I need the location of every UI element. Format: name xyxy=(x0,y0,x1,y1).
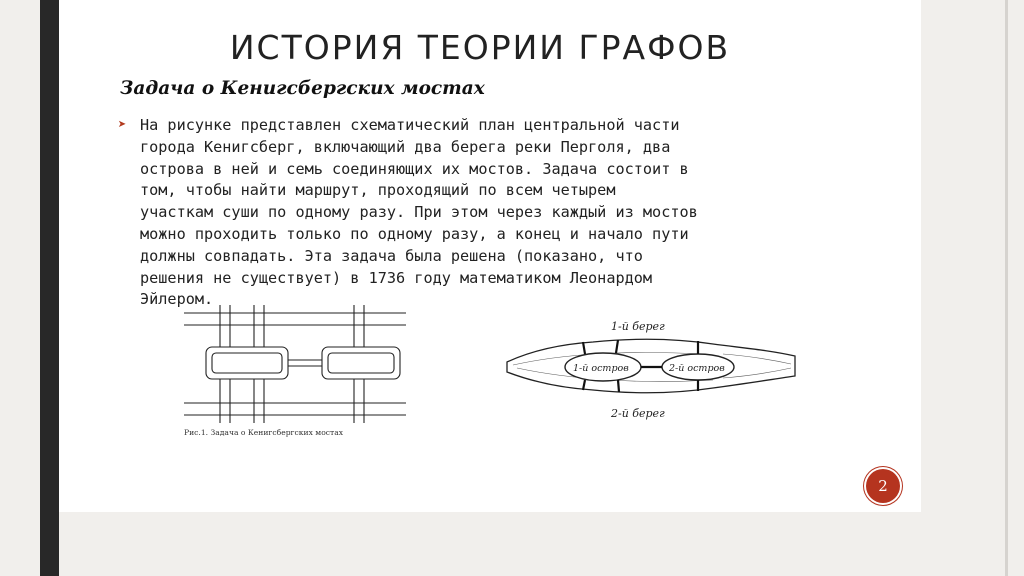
bullet-arrow-icon: ➤ xyxy=(118,117,127,133)
bullet-paragraph xyxy=(118,115,862,311)
bullet-line: Эйлером. xyxy=(140,290,214,309)
bullet-line: острова в ней и семь соединяющих их мостов. Задача состоит в xyxy=(140,159,689,178)
bullet-line: решения не существует) в 1736 году математиком Леонардом xyxy=(140,268,653,287)
bullet-line: должны совпадать. Эта задача была решена (показано, что xyxy=(140,246,643,265)
bullet-line: участкам суши по одному разу. При этом через каждый из мостов xyxy=(140,203,698,222)
slide-subtitle: Задача о Кенигсбергских мостах xyxy=(120,78,485,99)
figure1-caption: Рис.1. Задача о Кенигсбергских мостах xyxy=(184,428,344,437)
slide-title: ИСТОРИЯ ТЕОРИИ ГРАФОВ xyxy=(229,28,731,67)
bullet-line: На рисунке представлен схематический план центральной части xyxy=(140,116,680,134)
bullet-text xyxy=(122,115,862,311)
island2-label: 2-й остров xyxy=(669,363,725,374)
left-sidebar-bar xyxy=(40,0,59,576)
bullet-line: том, чтобы найти маршрут, проходящий по всем четырем xyxy=(140,181,616,200)
bridges-schematic-figure xyxy=(184,305,416,440)
right-edge-stripe xyxy=(1005,0,1008,576)
bullet-line: можно проходить только по одному разу, а конец и начало пути xyxy=(140,224,689,243)
river-map-figure xyxy=(503,310,799,422)
bullet-line: города Кенигсберг, включающий два берега реки Перголя, два xyxy=(140,137,671,156)
island1-label: 1-й остров xyxy=(573,363,629,374)
bottom-band xyxy=(59,512,1005,576)
bank2-label: 2-й берег xyxy=(611,407,665,420)
bank1-label: 1-й берег xyxy=(611,320,665,333)
page-number-badge: 2 xyxy=(866,469,900,503)
